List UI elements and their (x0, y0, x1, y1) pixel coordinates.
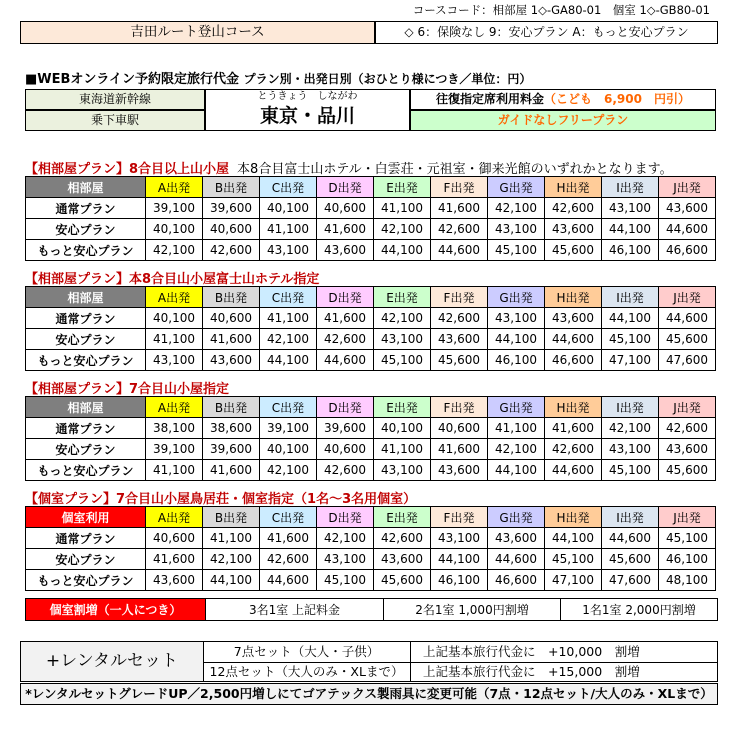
course-name: 吉田ルート登山コース (20, 21, 375, 44)
section-title (25, 268, 319, 287)
price-cell: 42,100 (317, 528, 374, 549)
station-ruby: とうきょう しながわ (257, 91, 358, 102)
plan-label: 安心プラン (26, 329, 146, 350)
plan-label: もっと安心プラン (26, 570, 146, 591)
table-row (26, 460, 716, 481)
departure-header: F出発 (431, 507, 488, 528)
departure-header: A出発 (146, 397, 203, 418)
departure-header: G出発 (488, 507, 545, 528)
price-header-row (26, 507, 716, 528)
surcharge-three: 3名1室 上記料金 (206, 599, 384, 621)
departure-header: I出発 (602, 397, 659, 418)
price-cell: 42,100 (374, 219, 431, 240)
price-cell: 45,100 (659, 528, 716, 549)
price-cell: 40,100 (146, 219, 203, 240)
departure-header: D出発 (317, 397, 374, 418)
price-cell: 46,100 (431, 570, 488, 591)
price-cell: 40,100 (374, 418, 431, 439)
plan-label: 安心プラン (26, 219, 146, 240)
table-row (26, 350, 716, 371)
price-cell: 47,100 (545, 570, 602, 591)
price-cell: 41,600 (317, 219, 374, 240)
price-cell: 44,600 (317, 350, 374, 371)
price-header-row (26, 397, 716, 418)
departure-header: B出発 (203, 177, 260, 198)
price-cell: 46,600 (545, 350, 602, 371)
section-title-text: 【個室プラン】7合目山小屋鳥居荘・個室指定（1名～3名用個室） (25, 492, 417, 507)
price-cell: 42,100 (146, 240, 203, 261)
price-cell: 45,600 (545, 240, 602, 261)
price-cell: 42,600 (374, 528, 431, 549)
departure-header: H出発 (545, 177, 602, 198)
price-cell: 38,100 (146, 418, 203, 439)
table-row (26, 439, 716, 460)
room-type-header: 相部屋 (26, 177, 146, 198)
price-header-row (26, 287, 716, 308)
price-cell: 42,600 (431, 308, 488, 329)
departure-header: H出発 (545, 287, 602, 308)
departure-header: C出発 (260, 507, 317, 528)
price-cell: 42,600 (545, 198, 602, 219)
departure-header: G出発 (488, 397, 545, 418)
plan-label: 通常プラン (26, 528, 146, 549)
fare-label: 往復指定席利用料金 (436, 92, 545, 106)
departure-header: A出発 (146, 287, 203, 308)
plan-label: 通常プラン (26, 198, 146, 219)
table-row (26, 418, 716, 439)
rental-set12-price: 上記基本旅行代金に +15,000 割増 (423, 664, 640, 679)
price-cell: 43,100 (374, 329, 431, 350)
price-cell: 39,100 (260, 418, 317, 439)
departure-header: J出発 (659, 287, 716, 308)
plan-label: 通常プラン (26, 308, 146, 329)
price-cell: 40,600 (431, 418, 488, 439)
price-cell: 45,600 (431, 350, 488, 371)
table-row (26, 219, 716, 240)
table-row (26, 528, 716, 549)
price-cell: 45,100 (545, 549, 602, 570)
price-heading-sub: プラン別・出発日別（おひとり様につき／単位：円） (243, 72, 532, 86)
price-cell: 44,100 (602, 308, 659, 329)
price-heading-main: ■WEBオンライン予約限定旅行代金 (25, 72, 240, 87)
price-cell: 46,100 (659, 549, 716, 570)
plan-label: 安心プラン (26, 439, 146, 460)
price-cell: 43,100 (488, 219, 545, 240)
price-cell: 41,600 (545, 418, 602, 439)
price-cell: 40,600 (203, 308, 260, 329)
plan-label: 安心プラン (26, 549, 146, 570)
departure-header: J出発 (659, 177, 716, 198)
departure-header: I出発 (602, 177, 659, 198)
departure-header: H出発 (545, 507, 602, 528)
price-cell: 43,100 (602, 439, 659, 460)
price-cell: 46,600 (488, 570, 545, 591)
price-cell: 40,100 (146, 308, 203, 329)
price-cell: 44,100 (374, 240, 431, 261)
departure-header: B出発 (203, 287, 260, 308)
price-cell: 40,100 (260, 198, 317, 219)
price-cell: 39,600 (203, 198, 260, 219)
price-cell: 42,100 (602, 418, 659, 439)
price-cell: 44,100 (602, 219, 659, 240)
price-cell: 44,100 (488, 329, 545, 350)
price-cell: 41,100 (488, 418, 545, 439)
plan-label: もっと安心プラン (26, 350, 146, 371)
price-cell: 44,600 (659, 219, 716, 240)
price-cell: 43,600 (488, 528, 545, 549)
departure-header: E出発 (374, 287, 431, 308)
price-cell: 43,600 (659, 439, 716, 460)
station-name: 東京・品川 (259, 105, 355, 127)
room-type-header: 相部屋 (26, 397, 146, 418)
rental-note: *レンタルセットグレードUP／2,500円増しにてゴアテックス製雨具に変更可能（7点・12点セット/大人のみ・XLまで） (20, 683, 718, 705)
surcharge-two: 2名1室 1,000円割増 (384, 599, 561, 621)
price-cell: 42,600 (431, 219, 488, 240)
price-cell: 42,600 (203, 240, 260, 261)
departure-header: D出発 (317, 507, 374, 528)
section-title-text: 【相部屋プラン】7合目山小屋指定 (25, 382, 230, 397)
departure-header: A出発 (146, 507, 203, 528)
private-surcharge-label: 個室割増（一人につき） (26, 599, 206, 621)
section-title (25, 378, 229, 397)
price-cell: 43,100 (374, 460, 431, 481)
price-cell: 40,600 (203, 219, 260, 240)
price-cell: 45,100 (317, 570, 374, 591)
price-cell: 43,100 (431, 528, 488, 549)
price-cell: 42,100 (260, 329, 317, 350)
price-cell: 38,600 (203, 418, 260, 439)
price-cell: 41,100 (260, 219, 317, 240)
price-cell: 43,600 (374, 549, 431, 570)
section-title (25, 158, 673, 177)
room-type-header: 個室利用 (26, 507, 146, 528)
price-cell: 45,100 (602, 460, 659, 481)
price-cell: 40,600 (317, 439, 374, 460)
price-cell: 41,600 (203, 460, 260, 481)
plan-legend: ◇ 6：保険なし 9：安心プラン A：もっと安心プラン (375, 21, 718, 44)
price-cell: 41,600 (260, 528, 317, 549)
section-note: 本8合目富士山ホテル・白雲荘・元祖室・御来光館のいずれかとなります。 (237, 162, 673, 177)
price-cell: 41,600 (146, 549, 203, 570)
table-row (26, 329, 716, 350)
price-cell: 44,100 (488, 460, 545, 481)
price-cell: 44,600 (545, 329, 602, 350)
price-cell: 44,100 (203, 570, 260, 591)
section-title (25, 488, 416, 507)
departure-header: E出発 (374, 507, 431, 528)
price-cell: 41,100 (374, 198, 431, 219)
rental-row-7 (203, 642, 717, 663)
departure-header: E出発 (374, 177, 431, 198)
child-fare: （こども 6,900 円引） (544, 92, 690, 106)
price-heading (25, 68, 531, 87)
station-box (205, 89, 410, 131)
price-cell: 43,600 (431, 460, 488, 481)
price-cell: 40,600 (146, 528, 203, 549)
price-cell: 41,100 (146, 329, 203, 350)
price-cell: 42,100 (203, 549, 260, 570)
price-cell: 44,600 (431, 240, 488, 261)
departure-header: J出発 (659, 507, 716, 528)
rental-box (20, 641, 718, 682)
section-title-text: 【相部屋プラン】8合目以上山小屋 (25, 162, 230, 177)
price-table (25, 286, 716, 371)
table-row (26, 570, 716, 591)
station-label: 乗下車駅 (25, 110, 205, 131)
price-cell: 41,600 (317, 308, 374, 329)
rental-set7: 7点セット（大人・子供） (203, 642, 411, 662)
price-cell: 39,100 (146, 198, 203, 219)
departure-header: D出発 (317, 177, 374, 198)
room-type-header: 相部屋 (26, 287, 146, 308)
price-cell: 43,100 (488, 308, 545, 329)
price-cell: 46,100 (488, 350, 545, 371)
price-cell: 40,600 (317, 198, 374, 219)
price-cell: 45,600 (374, 570, 431, 591)
price-header-row (26, 177, 716, 198)
departure-header: B出発 (203, 397, 260, 418)
price-cell: 41,100 (260, 308, 317, 329)
price-cell: 43,600 (146, 570, 203, 591)
price-cell: 45,600 (659, 329, 716, 350)
departure-header: I出発 (602, 507, 659, 528)
departure-header: C出発 (260, 177, 317, 198)
rental-set12: 12点セット（大人のみ・XLまで） (203, 662, 411, 682)
price-cell: 44,600 (659, 308, 716, 329)
price-cell: 42,600 (545, 439, 602, 460)
price-cell: 48,100 (659, 570, 716, 591)
price-cell: 42,600 (317, 460, 374, 481)
departure-header: F出発 (431, 397, 488, 418)
price-cell: 42,100 (374, 308, 431, 329)
departure-header: H出発 (545, 397, 602, 418)
price-cell: 39,600 (203, 439, 260, 460)
price-cell: 43,600 (317, 240, 374, 261)
price-cell: 47,600 (602, 570, 659, 591)
price-cell: 41,100 (146, 460, 203, 481)
price-cell: 44,600 (260, 570, 317, 591)
price-cell: 43,600 (659, 198, 716, 219)
price-cell: 43,600 (545, 219, 602, 240)
price-cell: 42,600 (659, 418, 716, 439)
price-cell: 41,100 (374, 439, 431, 460)
price-cell: 41,600 (431, 439, 488, 460)
table-row (26, 240, 716, 261)
price-cell: 46,100 (602, 240, 659, 261)
departure-header: B出発 (203, 507, 260, 528)
departure-header: D出発 (317, 287, 374, 308)
plan-label: 通常プラン (26, 418, 146, 439)
price-cell: 41,600 (203, 329, 260, 350)
departure-header: C出発 (260, 287, 317, 308)
price-cell: 44,600 (602, 528, 659, 549)
course-code: コースコード：相部屋 1◇-GA80-01 個室 1◇-GB80-01 (412, 3, 710, 17)
price-cell: 45,600 (659, 460, 716, 481)
price-cell: 43,100 (260, 240, 317, 261)
price-cell: 43,600 (545, 308, 602, 329)
departure-header: G出発 (488, 177, 545, 198)
surcharge-one: 1名1室 2,000円割増 (561, 599, 718, 621)
price-cell: 44,600 (488, 549, 545, 570)
price-cell: 42,600 (317, 329, 374, 350)
price-cell: 43,600 (203, 350, 260, 371)
rental-title: +レンタルセット (21, 642, 204, 681)
departure-header: F出発 (431, 177, 488, 198)
departure-header: I出発 (602, 287, 659, 308)
price-cell: 44,600 (545, 460, 602, 481)
departure-header: A出発 (146, 177, 203, 198)
price-cell: 42,100 (488, 439, 545, 460)
price-cell: 45,100 (488, 240, 545, 261)
price-cell: 41,100 (203, 528, 260, 549)
departure-header: J出発 (659, 397, 716, 418)
price-cell: 41,600 (431, 198, 488, 219)
price-cell: 46,600 (659, 240, 716, 261)
price-cell: 44,100 (431, 549, 488, 570)
price-table (25, 506, 716, 591)
price-cell: 44,100 (260, 350, 317, 371)
fare-box (410, 89, 716, 110)
rental-row-12 (203, 662, 717, 682)
price-table (25, 396, 716, 481)
price-cell: 47,600 (659, 350, 716, 371)
departure-header: C出発 (260, 397, 317, 418)
price-cell: 47,100 (602, 350, 659, 371)
price-table (25, 176, 716, 261)
section-title-text: 【相部屋プラン】本8合目山小屋富士山ホテル指定 (25, 272, 320, 287)
price-cell: 45,100 (374, 350, 431, 371)
price-cell: 43,600 (431, 329, 488, 350)
departure-header: F出発 (431, 287, 488, 308)
departure-header: G出発 (488, 287, 545, 308)
departure-header: E出発 (374, 397, 431, 418)
price-cell: 42,600 (260, 549, 317, 570)
price-cell: 43,100 (146, 350, 203, 371)
price-cell: 42,100 (488, 198, 545, 219)
price-cell: 43,100 (602, 198, 659, 219)
price-cell: 43,100 (317, 549, 374, 570)
table-row (26, 549, 716, 570)
price-cell: 40,100 (260, 439, 317, 460)
table-row (26, 198, 716, 219)
price-cell: 39,600 (317, 418, 374, 439)
price-cell: 42,100 (260, 460, 317, 481)
price-cell: 45,600 (602, 549, 659, 570)
guide-plan: ガイドなしフリープラン (410, 110, 716, 131)
plan-label: もっと安心プラン (26, 460, 146, 481)
table-row (26, 308, 716, 329)
price-cell: 45,100 (602, 329, 659, 350)
rental-set7-price: 上記基本旅行代金に +10,000 割増 (423, 644, 640, 659)
price-cell: 39,100 (146, 439, 203, 460)
plan-label: もっと安心プラン (26, 240, 146, 261)
price-cell: 44,100 (545, 528, 602, 549)
private-surcharge-table (25, 598, 718, 621)
line-label: 東海道新幹線 (25, 89, 205, 110)
